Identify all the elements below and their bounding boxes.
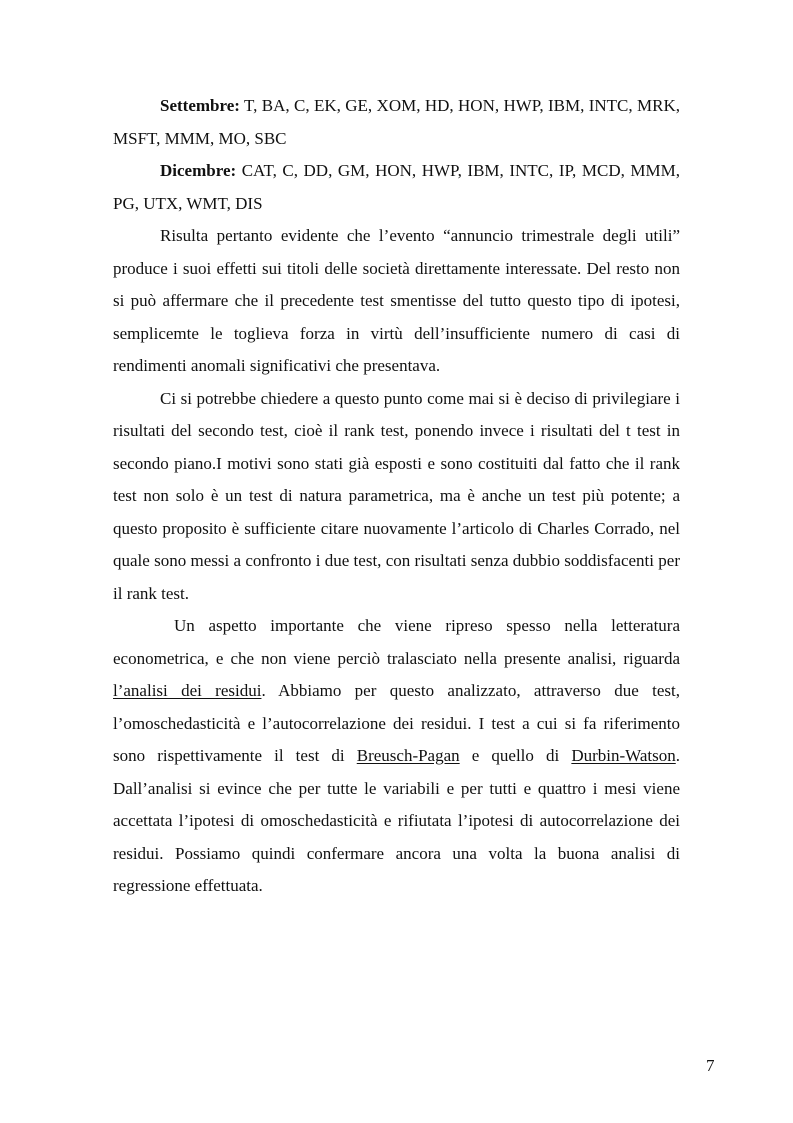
paragraph-3-text-a: Un aspetto importante che viene ripreso spesso nella letteratura econometrica, e che non viene perciò tralasciato nella presente analisi, riguarda [113, 616, 680, 668]
document-body [113, 90, 680, 903]
paragraph-2: Ci si potrebbe chiedere a questo punto come mai si è deciso di privilegiare i risultati del secondo test, cioè il rank test, ponendo invece i risultati del t test in secondo piano.I motivi sono stati già esposti e sono costituiti dal fatto che il rank test non solo è un test di natura parametrica, ma è anche un test più potente; a questo proposito è sufficiente citare nuovamente l’articolo di Charles Corrado, nel quale sono messi a confronto i due test, con risultati senza dubbio soddisfacenti per il rank test. [113, 388, 680, 603]
page-number: 7 [706, 1056, 715, 1075]
settembre-label: Settembre: [160, 96, 240, 115]
link-analisi-residui[interactable]: l’analisi dei residui [113, 681, 262, 700]
paragraph-3 [113, 610, 680, 903]
dicembre-list [113, 155, 680, 220]
paragraph-1: Risulta pertanto evidente che l’evento “annuncio trimestrale degli utili” produce i suoi effetti sui titoli delle società direttamente interessate. Del resto non si può affermare che il precedente test smentisse del tutto questo tipo di ipotesi, semplicemte le toglieva forza in virtù dell’insufficiente numero di casi di rendimenti anomali significativi che presentava. [113, 226, 680, 375]
link-breusch-pagan[interactable]: Breusch-Pagan [356, 746, 460, 765]
dicembre-label: Dicembre: [160, 161, 237, 180]
settembre-tickers: T, BA, C, EK, GE, XOM, HD, HON, HWP, IBM, INTC, MRK, MSFT, MMM, MO, SBC [113, 96, 680, 148]
paragraph-3-text-b: . Abbiamo per questo analizzato, attraverso due test, l’omoschedasticità e l’autocorrelazione dei residui. I test a cui si fa riferimento sono rispettivamente il test di [113, 681, 680, 765]
link-durbin-watson[interactable]: Durbin-Watson [571, 746, 676, 765]
dicembre-tickers: CAT, C, DD, GM, HON, HWP, IBM, INTC, IP, MCD, MMM, PG, UTX, WMT, DIS [113, 161, 681, 213]
paragraph-3-text-d: . Dall’analisi si evince che per tutte le variabili e per tutti e quattro i mesi viene accettata l’ipotesi di omoschedasticità e rifiutata l’ipotesi di autocorrelazione dei residui. Possiamo quindi confermare ancora una volta la buona analisi di regressione effettuata. [113, 746, 680, 895]
settembre-list [113, 90, 680, 155]
paragraph-3-text-c: e quello di [459, 746, 572, 765]
